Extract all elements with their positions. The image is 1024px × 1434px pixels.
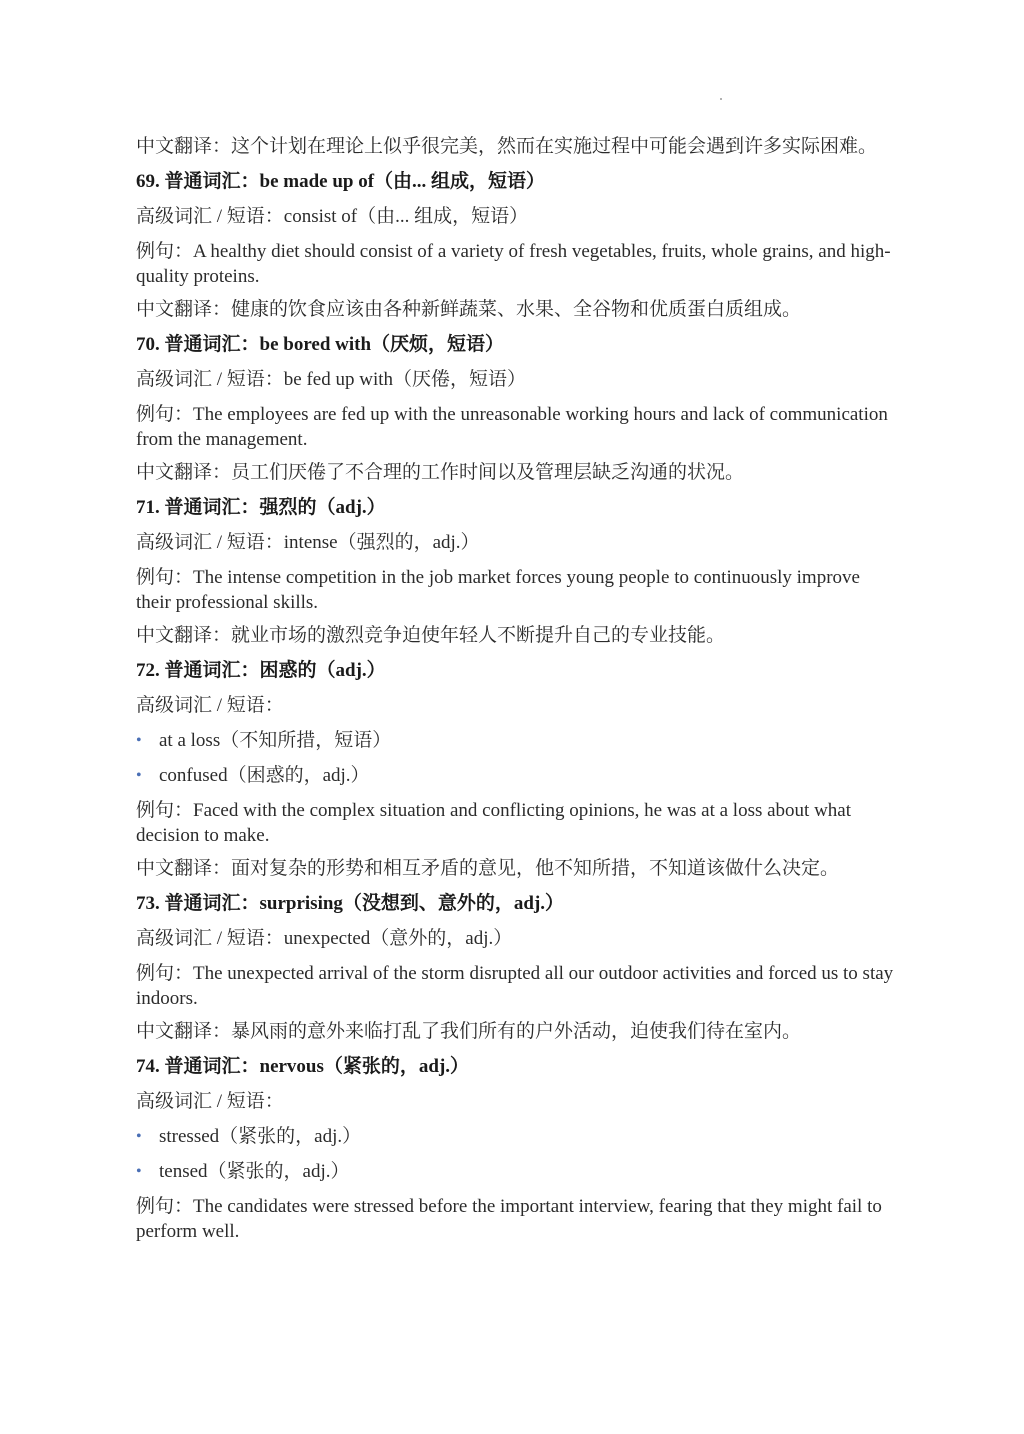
bullet-icon: • (136, 767, 142, 784)
entry-heading: 69. 普通词汇：be made up of（由... 组成，短语） (136, 171, 546, 192)
advanced-label: 高级词汇 / 短语： (136, 695, 284, 716)
advanced-label: 高级词汇 / 短语：intense（强烈的，adj.） (136, 532, 480, 553)
bullet-icon: • (136, 1163, 142, 1180)
page-mark (720, 98, 722, 100)
translation-text: 中文翻译：就业市场的激烈竞争迫使年轻人不断提升自己的专业技能。 (136, 625, 726, 646)
example-sentence: 例句：The candidates were stressed before the important interview, fearing that they might fail to perform well. (136, 1196, 882, 1242)
list-item-text: at a loss（不知所措，短语） (159, 730, 392, 751)
entry-heading: 74. 普通词汇：nervous（紧张的，adj.） (136, 1056, 470, 1077)
entry-heading: 73. 普通词汇：surprising（没想到、意外的，adj.） (136, 893, 565, 914)
list-item (136, 1124, 896, 1149)
advanced-label: 高级词汇 / 短语： (136, 1091, 284, 1112)
entry-heading: 71. 普通词汇：强烈的（adj.） (136, 497, 386, 518)
list-item-text: confused（困惑的，adj.） (159, 765, 370, 786)
translation-text: 中文翻译：暴风雨的意外来临打乱了我们所有的户外活动，迫使我们待在室内。 (136, 1021, 802, 1042)
bullet-icon: • (136, 732, 142, 749)
advanced-label: 高级词汇 / 短语：be fed up with（厌倦，短语） (136, 369, 527, 390)
document-body (136, 134, 896, 1244)
example-sentence: 例句：The intense competition in the job market forces young people to continuously improve their professional skills. (136, 567, 860, 613)
entry-heading: 70. 普通词汇：be bored with（厌烦，短语） (136, 334, 505, 355)
list-item (136, 1159, 896, 1184)
translation-text: 中文翻译：健康的饮食应该由各种新鲜蔬菜、水果、全谷物和优质蛋白质组成。 (136, 299, 802, 320)
advanced-label: 高级词汇 / 短语：consist of（由... 组成，短语） (136, 206, 529, 227)
entry-heading: 72. 普通词汇：困惑的（adj.） (136, 660, 386, 681)
list-item-text: stressed（紧张的，adj.） (159, 1126, 362, 1147)
translation-text: 中文翻译：面对复杂的形势和相互矛盾的意见，他不知所措，不知道该做什么决定。 (136, 858, 840, 879)
list-item (136, 763, 896, 788)
bullet-icon: • (136, 1128, 142, 1145)
example-sentence: 例句：Faced with the complex situation and conflicting opinions, he was at a loss about what decision to make. (136, 800, 852, 846)
list-item-text: tensed（紧张的，adj.） (159, 1161, 350, 1182)
example-sentence: 例句：The unexpected arrival of the storm disrupted all our outdoor activities and forced us to stay indoors. (136, 963, 894, 1009)
translation-text: 中文翻译：这个计划在理论上似乎很完美，然而在实施过程中可能会遇到许多实际困难。 (136, 136, 878, 157)
advanced-label: 高级词汇 / 短语：unexpected（意外的，adj.） (136, 928, 513, 949)
example-sentence: 例句：A healthy diet should consist of a variety of fresh vegetables, fruits, whole grains, and high-quality proteins. (136, 241, 891, 287)
list-item (136, 728, 896, 753)
example-sentence: 例句：The employees are fed up with the unreasonable working hours and lack of communication from the management. (136, 404, 888, 450)
translation-text: 中文翻译：员工们厌倦了不合理的工作时间以及管理层缺乏沟通的状况。 (136, 462, 745, 483)
